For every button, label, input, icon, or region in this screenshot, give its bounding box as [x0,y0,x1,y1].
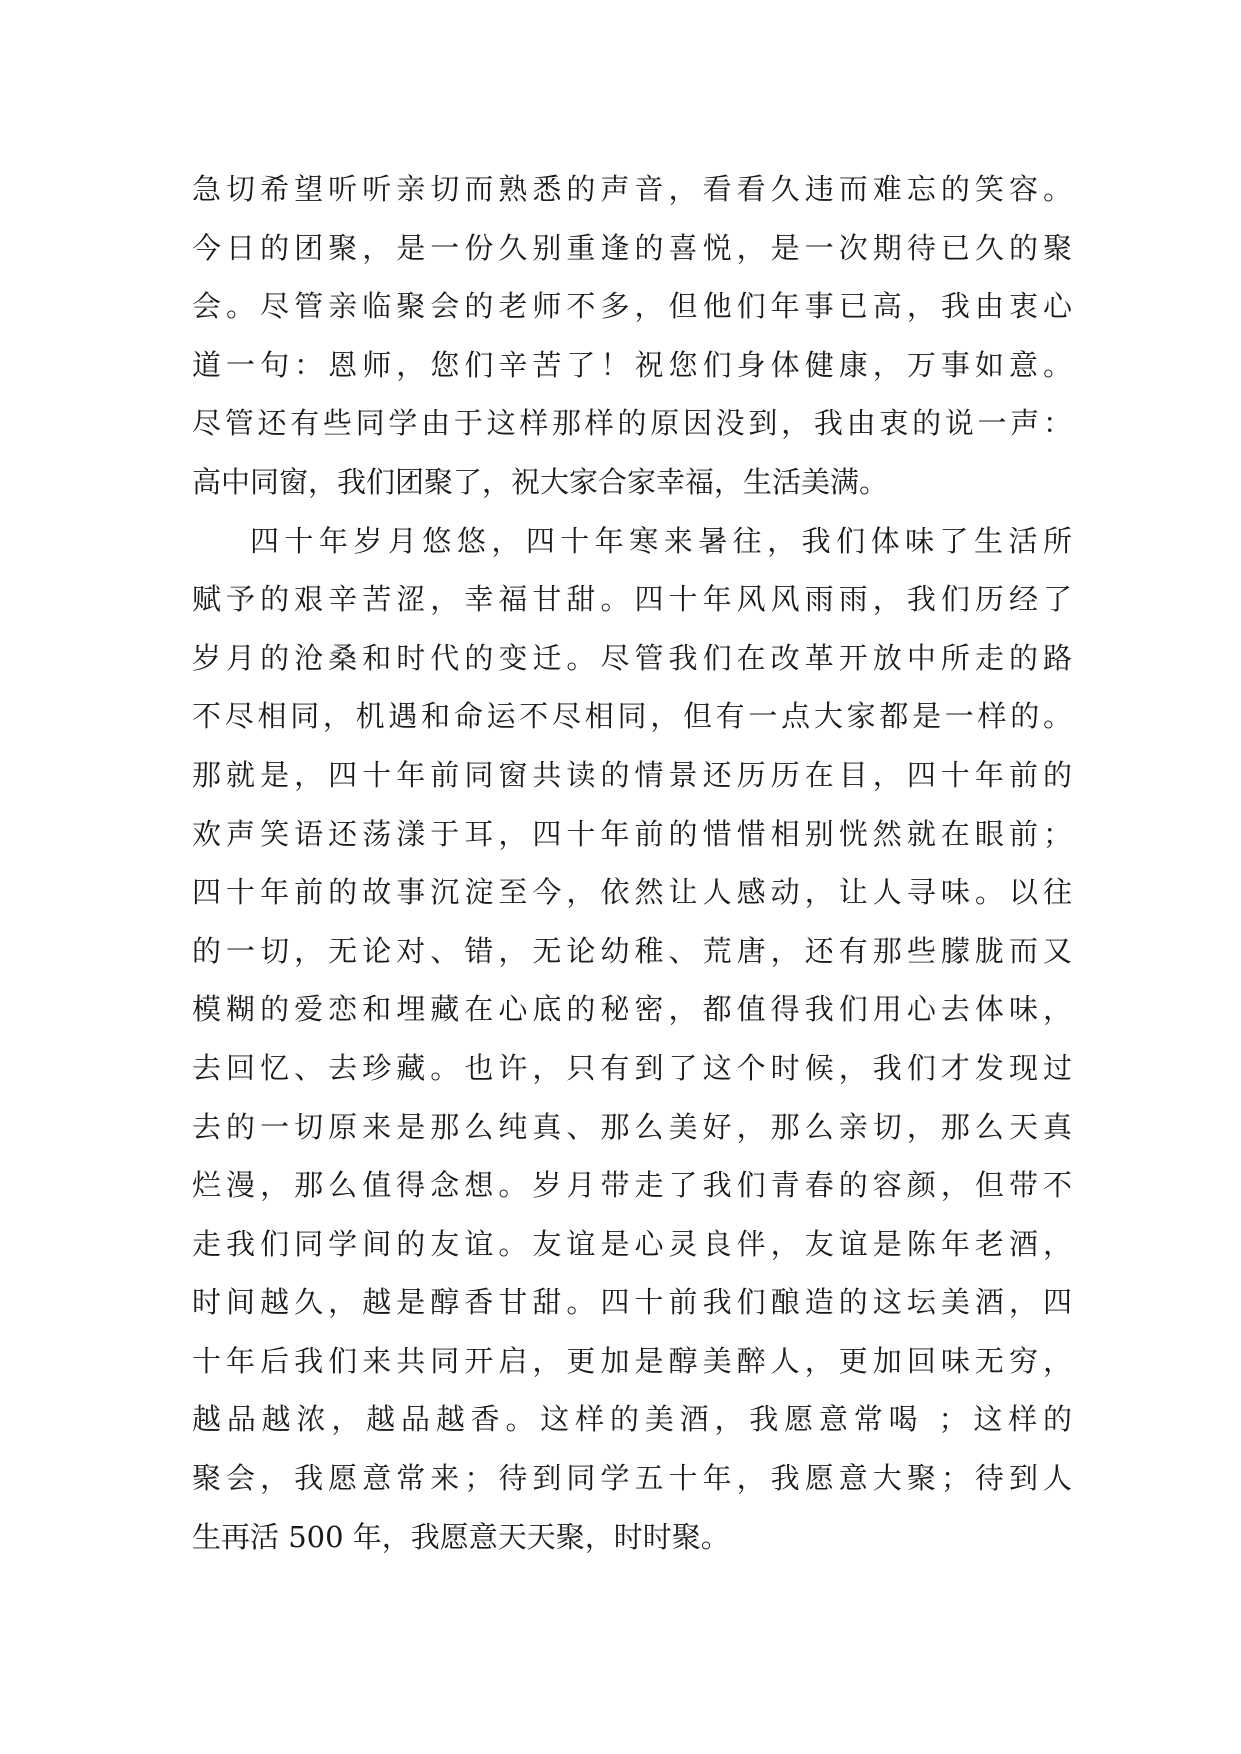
text-line: 岁月的沧桑和时代的变迁。尽管我们在改革开放中所走的路 [192,640,1072,675]
text-line: 去的一切原来是那么纯真、那么美好，那么亲切，那么天真 [192,1109,1072,1144]
text-line: 去回忆、去珍藏。也许，只有到了这个时候，我们才发现过 [192,1050,1072,1085]
text-line: 急切希望听听亲切而熟悉的声音，看看久违而难忘的笑容。 [192,172,1072,206]
text-line: 十年后我们来共同开启，更加是醇美醉人，更加回味无穷， [192,1343,1072,1378]
body-text [192,160,1072,1566]
text-line: 的一切，无论对、错，无论幼稚、荒唐，还有那些朦胧而又 [192,933,1072,968]
text-line: 欢声笑语还荡漾于耳，四十年前的惜惜相别恍然就在眼前； [192,816,1072,851]
text-line: 尽管还有些同学由于这样那样的原因没到，我由衷的说一声： [192,406,1072,441]
text-line: 模糊的爱恋和埋藏在心底的秘密，都值得我们用心去体味， [192,992,1072,1027]
text-line: 那就是，四十年前同窗共读的情景还历历在目，四十年前的 [192,757,1072,792]
text-line: 高中同窗，我们团聚了，祝大家合家幸福，生活美满。 [192,464,889,499]
text-line: 越品越浓，越品越香。这样的美酒，我愿意常喝 ；这样的 [192,1402,1072,1437]
text-line: 四十年前的故事沉淀至今，依然让人感动，让人寻味。以往 [192,875,1072,910]
paragraph-2 [192,512,1072,1567]
text-line: 烂漫，那么值得念想。岁月带走了我们青春的容颜，但带不 [192,1168,1072,1203]
text-line: 时间越久，越是醇香甘甜。四十前我们酿造的这坛美酒，四 [192,1285,1072,1320]
text-line: 赋予的艰辛苦涩，幸福甘甜。四十年风风雨雨，我们历经了 [192,582,1072,617]
paragraph-1 [192,160,1072,512]
text-line: 四十年岁月悠悠，四十年寒来暑往，我们体味了生活所 [250,523,1072,558]
text-line: 不尽相同，机遇和命运不尽相同，但有一点大家都是一样的。 [192,699,1072,734]
text-line: 道一句：恩师，您们辛苦了！祝您们身体健康，万事如意。 [192,347,1072,382]
text-line: 聚会，我愿意常来；待到同学五十年，我愿意大聚；待到人 [192,1461,1072,1496]
text-line: 会。尽管亲临聚会的老师不多，但他们年事已高，我由衷心 [192,289,1072,324]
text-line: 生再活 500 年，我愿意天天聚，时时聚。 [192,1519,730,1554]
text-line: 走我们同学间的友谊。友谊是心灵良伴，友谊是陈年老酒， [192,1226,1072,1261]
text-line: 今日的团聚，是一份久别重逢的喜悦，是一次期待已久的聚 [192,230,1072,265]
